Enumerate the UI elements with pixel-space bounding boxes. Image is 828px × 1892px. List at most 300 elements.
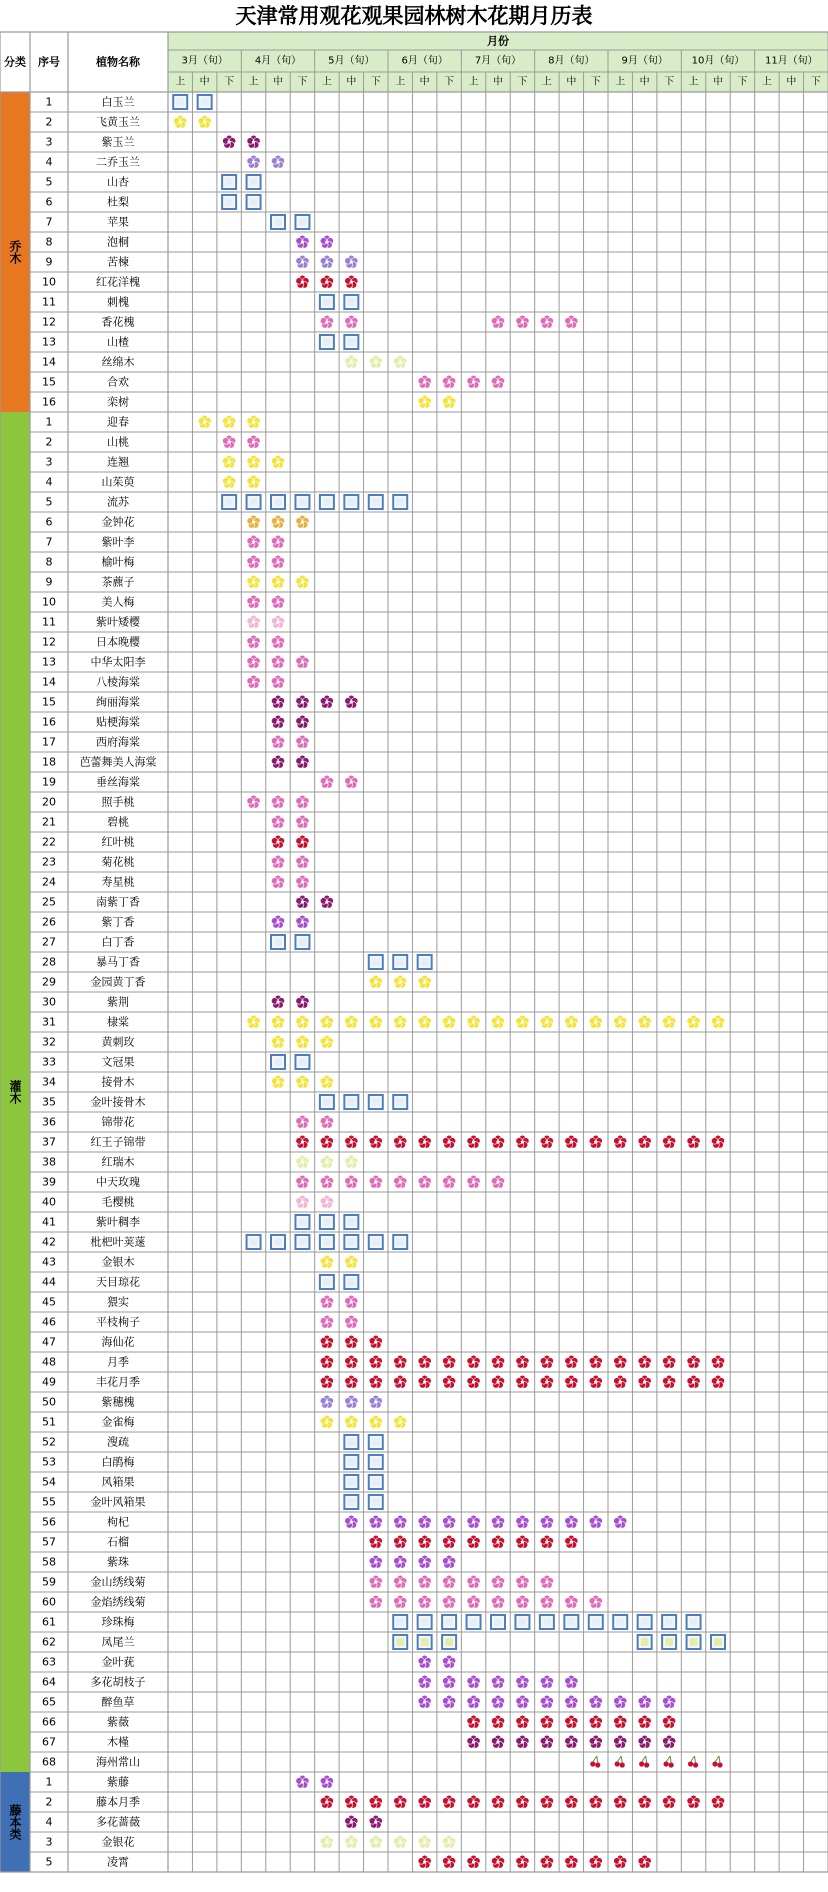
flower-icon	[516, 1675, 529, 1688]
flower-icon	[589, 1735, 602, 1748]
row-index: 16	[42, 715, 56, 729]
table-row	[42, 1135, 725, 1149]
table-row	[42, 375, 505, 389]
table-row	[42, 1555, 456, 1569]
plant-name: 金银花	[101, 1835, 135, 1849]
flower-icon	[614, 1515, 627, 1528]
flower-icon	[516, 1515, 529, 1528]
plant-name: 紫荆	[107, 995, 129, 1009]
plant-name: 垂丝海棠	[96, 775, 140, 789]
table-row	[42, 1015, 725, 1029]
flower-icon	[687, 1375, 700, 1388]
table-row	[42, 755, 309, 769]
header-dekad: 上	[541, 76, 552, 88]
fruit-box-icon	[222, 195, 236, 209]
flower-icon	[491, 1695, 504, 1708]
flower-icon	[565, 1735, 578, 1748]
fruit-box-icon	[393, 955, 407, 969]
flower-icon	[296, 755, 309, 768]
row-index: 41	[42, 1215, 56, 1229]
fruit-box-icon	[369, 1455, 383, 1469]
flower-icon	[614, 1695, 627, 1708]
plant-name: 碧桃	[107, 815, 129, 829]
flower-icon	[222, 455, 235, 468]
flower-icon	[418, 1695, 431, 1708]
flower-icon	[394, 1515, 407, 1528]
header-dekad: 下	[224, 76, 235, 88]
plant-name: 藤本月季	[96, 1795, 140, 1809]
flower-icon	[491, 1575, 504, 1588]
fruit-box-icon	[295, 1055, 309, 1069]
fruit-box-icon	[369, 1435, 383, 1449]
flower-icon	[271, 595, 284, 608]
table-row	[42, 1395, 382, 1409]
berry-icon	[615, 1756, 625, 1768]
row-index: 66	[42, 1715, 56, 1729]
flower-icon	[442, 1015, 455, 1028]
plant-name: 丰花月季	[96, 1375, 140, 1389]
row-index: 56	[42, 1515, 56, 1529]
flower-icon	[540, 1015, 553, 1028]
row-index: 2	[45, 1795, 53, 1809]
plant-name: 照手桃	[101, 795, 135, 809]
plant-name: 南紫丁香	[96, 895, 140, 909]
fruit-box-icon	[222, 495, 236, 509]
flower-icon	[222, 135, 235, 148]
flower-icon	[271, 995, 284, 1008]
flower-icon	[491, 1595, 504, 1608]
header-month-3: 3月（旬）	[181, 55, 228, 67]
row-index: 1	[45, 1775, 53, 1789]
flower-icon	[369, 1535, 382, 1548]
row-index: 18	[42, 755, 56, 769]
flower-icon	[442, 1575, 455, 1588]
table-row	[42, 1595, 602, 1609]
flower-icon	[345, 775, 358, 788]
flower-icon	[442, 1795, 455, 1808]
plant-name: 金钟花	[101, 515, 135, 529]
fruit-box-icon	[344, 1455, 358, 1469]
plant-name: 二乔玉兰	[96, 155, 140, 169]
row-index: 9	[45, 255, 53, 269]
flower-icon	[247, 675, 260, 688]
row-index: 58	[42, 1555, 56, 1569]
table-row	[42, 1255, 358, 1269]
header-month-8: 8月（旬）	[548, 55, 595, 67]
flower-icon	[320, 1135, 333, 1148]
flower-icon	[345, 1515, 358, 1528]
plant-name: 栾树	[107, 395, 129, 409]
table-row	[46, 555, 285, 569]
row-index: 30	[42, 995, 56, 1009]
fruit-box-icon	[344, 1235, 358, 1249]
plant-name: 紫叶稠李	[96, 1215, 140, 1229]
flower-icon	[345, 315, 358, 328]
row-index: 23	[42, 855, 56, 869]
row-index: 4	[45, 155, 53, 169]
table-row	[42, 595, 285, 609]
plant-name: 白玉兰	[101, 95, 135, 109]
plant-name: 紫珠	[107, 1555, 129, 1569]
flower-icon	[369, 1515, 382, 1528]
header-dekad: 下	[517, 76, 528, 88]
row-index: 31	[42, 1015, 56, 1029]
row-index: 22	[42, 835, 56, 849]
flower-icon	[589, 1355, 602, 1368]
plant-name: 八棱海棠	[96, 675, 140, 689]
flower-icon	[296, 1115, 309, 1128]
flower-icon	[271, 1035, 284, 1048]
flower-icon	[296, 795, 309, 808]
flower-icon	[345, 1135, 358, 1148]
fruit-box-icon	[393, 1095, 407, 1109]
flower-icon	[491, 375, 504, 388]
flower-icon	[296, 255, 309, 268]
row-index: 28	[42, 955, 56, 969]
flower-icon	[296, 575, 309, 588]
flower-icon	[614, 1135, 627, 1148]
flower-icon	[491, 1735, 504, 1748]
row-index: 36	[42, 1115, 56, 1129]
table-row	[42, 675, 285, 689]
flower-icon	[418, 1135, 431, 1148]
flower-icon	[418, 1015, 431, 1028]
row-index: 20	[42, 795, 56, 809]
flower-icon	[711, 1015, 724, 1028]
flower-icon	[345, 1415, 358, 1428]
fruit-box-icon	[320, 1235, 334, 1249]
flower-icon	[565, 1015, 578, 1028]
header-dekad: 上	[615, 76, 626, 88]
flower-icon	[638, 1015, 651, 1028]
flower-icon	[638, 1375, 651, 1388]
header-category: 分类	[4, 55, 26, 69]
flower-icon	[589, 1595, 602, 1608]
table-row	[46, 95, 212, 109]
flower-icon	[345, 1835, 358, 1848]
table-row	[46, 1835, 456, 1849]
flower-icon	[345, 255, 358, 268]
flower-icon	[247, 135, 260, 148]
flower-icon	[467, 1795, 480, 1808]
header-month-5: 5月（旬）	[328, 55, 375, 67]
plant-name: 流苏	[107, 495, 129, 509]
plant-name: 日本晚樱	[96, 635, 140, 649]
table-row	[42, 1235, 407, 1250]
flower-icon	[394, 355, 407, 368]
fruit-box-icon	[344, 1215, 358, 1229]
flower-icon	[247, 515, 260, 528]
flower-icon	[296, 1155, 309, 1168]
plant-name: 天目琼花	[96, 1275, 140, 1289]
plant-name: 山茱萸	[101, 475, 135, 489]
table-row	[42, 1355, 725, 1369]
plant-name: 杜梨	[107, 195, 129, 209]
row-index: 43	[42, 1255, 56, 1269]
fruit-box-icon	[491, 1615, 505, 1629]
flower-icon	[467, 1135, 480, 1148]
table-row	[42, 1755, 723, 1769]
fruit-box-icon	[418, 1615, 432, 1629]
row-index: 5	[45, 495, 53, 509]
flower-icon	[369, 1015, 382, 1028]
flower-icon	[565, 1515, 578, 1528]
flower-icon	[638, 1795, 651, 1808]
header-plant-name: 植物名称	[96, 55, 140, 69]
flower-icon	[540, 1735, 553, 1748]
flower-icon	[467, 1535, 480, 1548]
row-index: 13	[42, 655, 56, 669]
row-index: 4	[45, 475, 53, 489]
row-index: 4	[45, 1815, 53, 1829]
header-month-11: 11月（旬）	[764, 55, 818, 67]
table-row	[42, 355, 407, 369]
header-month-7: 7月（旬）	[474, 55, 522, 67]
row-index: 14	[42, 675, 56, 689]
row-index: 51	[42, 1415, 56, 1429]
fruit-box-icon	[247, 1235, 261, 1249]
flower-icon	[296, 735, 309, 748]
flower-icon	[565, 1695, 578, 1708]
flower-icon	[418, 1175, 431, 1188]
row-index: 42	[42, 1235, 56, 1249]
row-index: 7	[45, 535, 53, 549]
flower-icon	[247, 555, 260, 568]
plant-name: 风箱果	[101, 1475, 135, 1489]
row-index: 5	[45, 1855, 53, 1869]
flower-icon	[320, 695, 333, 708]
flower-icon	[516, 1535, 529, 1548]
plant-name: 刺槐	[107, 295, 129, 309]
flower-icon	[442, 1555, 455, 1568]
flower-icon	[345, 275, 358, 288]
flower-icon	[271, 635, 284, 648]
table-row	[42, 955, 432, 970]
flower-icon	[711, 1355, 724, 1368]
header-dekad: 中	[639, 76, 650, 88]
plant-name: 迎春	[107, 415, 129, 429]
flower-icon	[271, 795, 284, 808]
flower-icon	[369, 1395, 382, 1408]
row-index: 55	[42, 1495, 56, 1509]
plant-name: 醉鱼草	[101, 1695, 135, 1709]
flower-icon	[442, 1675, 455, 1688]
row-index: 46	[42, 1315, 56, 1329]
row-index: 35	[42, 1095, 56, 1109]
flower-icon	[369, 1555, 382, 1568]
flower-icon	[516, 1695, 529, 1708]
fruit-box-icon	[344, 1495, 358, 1509]
flower-icon	[418, 1375, 431, 1388]
flower-icon	[296, 1175, 309, 1188]
header-month-9: 9月（旬）	[621, 55, 668, 67]
flower-icon	[491, 1375, 504, 1388]
flower-icon	[247, 435, 260, 448]
table-row	[42, 1215, 358, 1230]
flower-icon	[271, 675, 284, 688]
flower-icon	[638, 1695, 651, 1708]
flower-icon	[271, 715, 284, 728]
plant-name: 紫藤	[107, 1775, 129, 1789]
flower-icon	[711, 1135, 724, 1148]
header-index: 序号	[38, 55, 60, 69]
table-row	[46, 255, 358, 269]
flower-icon	[418, 1595, 431, 1608]
flower-icon	[345, 1155, 358, 1168]
fruit-box-icon	[515, 1615, 529, 1629]
flower-icon	[442, 1535, 455, 1548]
plant-name: 苹果	[107, 215, 129, 229]
flower-icon	[247, 655, 260, 668]
flower-icon	[369, 1175, 382, 1188]
plant-name: 金山绣线菊	[90, 1575, 146, 1589]
table-row	[42, 1735, 676, 1749]
fruit-box-icon	[295, 215, 309, 229]
fruit-box-icon	[247, 175, 261, 189]
fruit-box-icon	[369, 1235, 383, 1249]
fruit-box-icon	[320, 335, 334, 349]
flower-icon	[320, 1175, 333, 1188]
fruit-box-icon	[442, 1615, 456, 1629]
row-index: 3	[45, 135, 53, 149]
flower-icon	[222, 475, 235, 488]
plant-name: 金叶接骨木	[90, 1095, 146, 1109]
flower-icon	[271, 695, 284, 708]
flower-icon	[394, 1135, 407, 1148]
plant-name: 山楂	[107, 335, 129, 349]
flower-icon	[442, 1135, 455, 1148]
flower-icon	[516, 1715, 529, 1728]
flower-icon	[296, 855, 309, 868]
plant-name: 紫穗槐	[101, 1395, 135, 1409]
header-dekad: 下	[297, 76, 308, 88]
table-row	[46, 515, 310, 529]
fruit-box-icon	[247, 495, 261, 509]
flower-icon	[394, 1535, 407, 1548]
row-index: 21	[42, 815, 56, 829]
flower-icon	[491, 1675, 504, 1688]
flower-icon	[589, 1695, 602, 1708]
flower-icon	[320, 235, 333, 248]
flower-icon	[369, 1375, 382, 1388]
flower-icon	[540, 1715, 553, 1728]
row-index: 49	[42, 1375, 56, 1389]
fruit-box-icon	[295, 1235, 309, 1249]
flower-icon	[540, 1375, 553, 1388]
flower-icon	[271, 835, 284, 848]
flower-icon	[516, 1375, 529, 1388]
plant-name: 白丁香	[101, 935, 135, 949]
flower-icon	[247, 535, 260, 548]
row-index: 10	[42, 275, 56, 289]
plant-name: 金叶莸	[101, 1655, 135, 1669]
table-row	[42, 715, 309, 729]
flower-icon	[662, 1135, 675, 1148]
plant-name: 海州常山	[96, 1755, 140, 1769]
table-row	[46, 495, 408, 510]
flower-icon	[394, 1175, 407, 1188]
row-index: 1	[45, 95, 53, 109]
flower-icon	[540, 1675, 553, 1688]
plant-name: 山桃	[107, 435, 129, 449]
table-row	[42, 1295, 358, 1309]
flower-icon	[442, 375, 455, 388]
fruit-box-icon	[320, 295, 334, 309]
flower-icon	[467, 1695, 480, 1708]
plant-name: 金叶风箱果	[90, 1495, 146, 1509]
table-row	[46, 175, 261, 190]
table-row	[46, 155, 285, 168]
plant-name: 海仙花	[101, 1335, 135, 1349]
flower-icon	[467, 1595, 480, 1608]
flower-icon	[467, 1515, 480, 1528]
plant-name: 苦楝	[107, 255, 129, 269]
table-row	[46, 1815, 383, 1829]
fruit-box-icon	[344, 295, 358, 309]
flower-icon	[662, 1795, 675, 1808]
table-row	[42, 335, 358, 350]
flower-icon	[540, 1535, 553, 1548]
table-row	[42, 655, 309, 669]
flower-icon	[271, 1015, 284, 1028]
flower-icon	[516, 315, 529, 328]
flower-icon	[516, 1735, 529, 1748]
plant-name: 香花槐	[101, 315, 135, 329]
flower-icon	[320, 1415, 333, 1428]
flower-icon	[516, 1015, 529, 1028]
flower-icon	[614, 1855, 627, 1868]
fruit-box-icon	[344, 1095, 358, 1109]
table-row	[46, 195, 261, 210]
flower-icon	[394, 1355, 407, 1368]
fruit-box-icon	[344, 1435, 358, 1449]
row-index: 15	[42, 695, 56, 709]
row-index: 60	[42, 1595, 56, 1609]
fruit-box-icon	[173, 95, 187, 109]
header-dekad: 上	[761, 76, 772, 88]
header-dekad: 中	[199, 76, 210, 88]
flower-icon	[320, 1035, 333, 1048]
table-row	[46, 435, 261, 449]
flower-icon	[442, 1175, 455, 1188]
flower-icon	[271, 455, 284, 468]
flower-icon	[296, 835, 309, 848]
flower-icon	[442, 1515, 455, 1528]
table-row	[42, 835, 309, 849]
plant-name: 紫叶矮樱	[96, 615, 140, 629]
table-row	[42, 1375, 725, 1389]
flower-icon	[589, 1515, 602, 1528]
flower-icon	[271, 735, 284, 748]
fruit-box-icon	[711, 1635, 725, 1649]
fruit-box-icon	[418, 1635, 432, 1649]
flower-icon	[247, 615, 260, 628]
flower-icon	[540, 1135, 553, 1148]
flower-icon	[296, 995, 309, 1008]
flower-icon	[369, 1575, 382, 1588]
flower-icon	[198, 415, 211, 428]
plant-name: 绚丽海棠	[96, 695, 140, 709]
flower-icon	[565, 1795, 578, 1808]
fruit-box-icon	[687, 1635, 701, 1649]
plant-name: 金园黄丁香	[90, 975, 146, 989]
header-dekad: 下	[664, 76, 675, 88]
table-row	[42, 615, 285, 629]
flower-icon	[296, 515, 309, 528]
flower-icon	[418, 1575, 431, 1588]
flower-icon	[320, 1295, 333, 1308]
table-row	[42, 1275, 358, 1290]
